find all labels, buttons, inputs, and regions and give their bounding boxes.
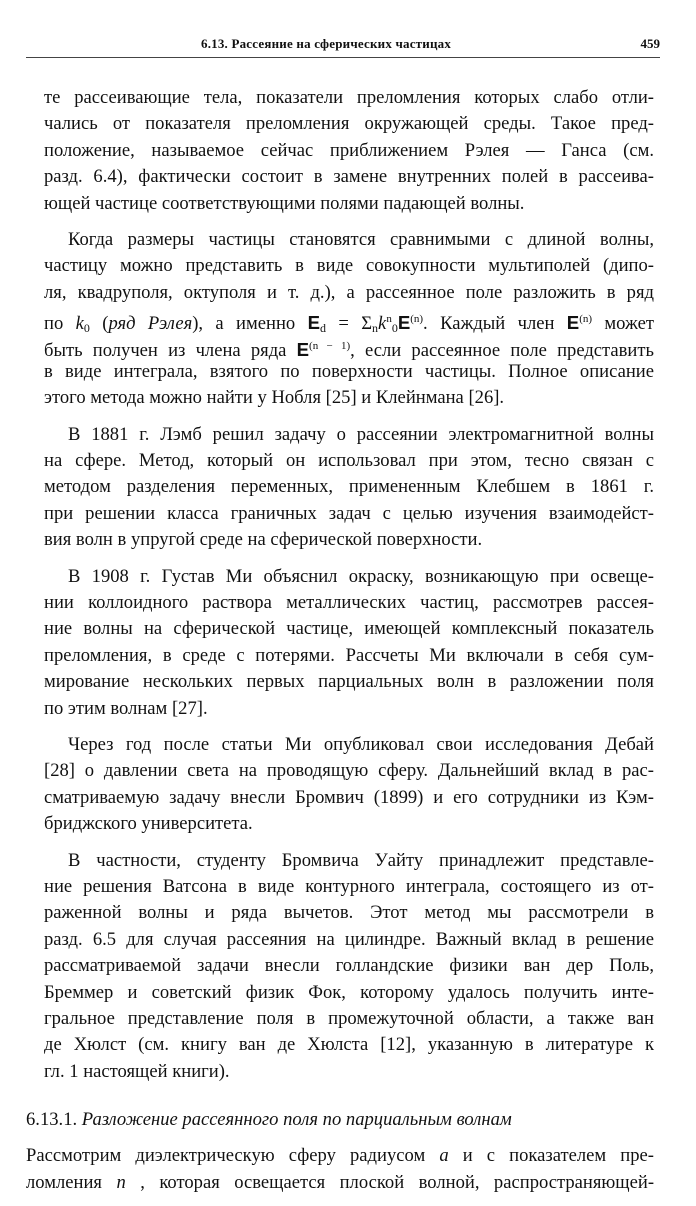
math-subscript: 0 [83, 321, 90, 336]
text-line: гральное представление поля в промежуточной области, а также ван [44, 1007, 654, 1029]
text-line: те рассеивающие тела, показатели преломления которых слабо отли- [44, 87, 654, 108]
math-vector-E: E [307, 312, 320, 334]
page-body [26, 85, 655, 1206]
text-line: ющей частице соответствующими полями падающей волны. [44, 192, 525, 214]
paragraph-2 [44, 227, 654, 412]
math-var-a: a [439, 1145, 449, 1167]
text-line: гл. 1 настоящей книги). [44, 1060, 230, 1082]
math-superscript: (n) [579, 313, 593, 326]
section-heading [26, 1107, 654, 1133]
text-line: ля, квадруполя, октуполя и т. д.), а рассеянное поле разложить в ряд [44, 281, 654, 303]
formula-line [44, 333, 654, 359]
text-fragment: быть получен из члена ряда [44, 339, 297, 361]
math-subscript: n [372, 321, 379, 336]
text-line: вия волн в упругой среде на сферической поверхности. [44, 529, 483, 551]
text-line: преломления, в среде с потерями. Рассчеты Ми включали в себя сум- [44, 644, 654, 666]
paragraph-7 [26, 1143, 654, 1196]
text-line: на сфере. Метод, который он использовал при этом, тесно связан с [44, 450, 654, 472]
text-line: В 1881 г. Лэмб решил задачу о рассеянии электромагнитной волны [68, 423, 654, 445]
text-line: [28] о давлении света на проводящую сферу. Дальнейший вклад в рас- [44, 760, 654, 782]
formula-line [26, 1143, 654, 1169]
text-fragment: и с показателем пре- [448, 1145, 654, 1167]
math-superscript: (n − 1) [309, 339, 351, 352]
italic-term: ряд Рэлея [108, 313, 193, 335]
text-line: В частности, студенту Бромвича Уайту принадлежит представле- [68, 849, 654, 871]
paragraph-1 [44, 85, 654, 217]
text-fragment: , которая освещается плоской волной, распространяющей- [125, 1171, 655, 1193]
paragraph-4 [44, 564, 654, 722]
running-title: 6.13. Рассеяние на сферических частицах [201, 36, 452, 51]
text-line: Когда размеры частицы становятся сравнимыми с длиной волны, [68, 228, 654, 250]
page-number: 459 [640, 36, 660, 51]
math-vector-E: E [566, 312, 580, 334]
text-line: этого метода можно найти у Нобля [25] и Клейнмана [26]. [44, 387, 505, 409]
math-subscript: d [320, 321, 326, 336]
text-line: разд. 6.5 для случая рассеяния на цилиндре. Важный вклад в решение [44, 928, 654, 950]
text-line: по этим волнам [27]. [44, 697, 208, 719]
text-fragment: . Каждый член [423, 313, 567, 335]
math-var-k: k [75, 313, 84, 335]
text-line: методом разделения переменных, примененным Клебшем в 1861 г. [44, 476, 654, 498]
text-line: разд. 6.4), фактически состоит в замене внутренних полей в рассеива- [44, 166, 654, 188]
paragraph-5 [44, 732, 654, 838]
math-superscript: (n) [410, 313, 424, 326]
text-fragment: ломления [26, 1171, 117, 1193]
text-line: положение, называемое сейчас приближением Рэлея — Ганса (см. [44, 139, 654, 161]
text-fragment: ), а именно [192, 313, 308, 335]
math-var-n: n [116, 1171, 126, 1193]
text-fragment: может [592, 313, 654, 335]
formula-line [26, 1170, 654, 1196]
text-line: раженной волны и ряда вычетов. Этот метод мы рассмотрели в [44, 902, 654, 924]
text-line: Бреммер и советский физик Фок, которому удалось получить инте- [44, 981, 654, 1003]
section-title: Разложение рассеянного поля по парциальным волнам [81, 1109, 512, 1131]
text-line: при решении класса граничных задач с целью изучения взаимодейст- [44, 502, 654, 524]
text-line: де Хюлст (см. книгу ван де Хюлста [12], указанную в литературе к [44, 1034, 654, 1056]
text-line: ние волны на сферической частице, имеющей комплексный показатель [44, 618, 654, 640]
text-line: бриджского университета. [44, 813, 253, 835]
text-line: В 1908 г. Густав Ми объяснил окраску, возникающую при освеще- [68, 565, 654, 587]
text-fragment: Рассмотрим диэлектрическую сферу радиусом [26, 1145, 440, 1167]
text-fragment: ( [89, 313, 109, 335]
paragraph-3 [44, 422, 654, 554]
text-line: мирование нескольких первых парциальных волн в разложении поля [44, 671, 654, 693]
formula-line [44, 306, 654, 336]
paragraph-6 [44, 848, 654, 1086]
text-fragment: , если рассеянное поле представить [350, 339, 654, 361]
text-line: чались от показателя преломления окружающей среды. Такое пред- [44, 113, 654, 135]
text-line: рассматриваемой задачи внесли голландские физики ван дер Поль, [44, 955, 654, 977]
running-header [26, 36, 660, 54]
text-line: в виде интеграла, взятого по поверхности частицы. Полное описание [44, 360, 654, 382]
math-operator: = Σ [326, 313, 373, 335]
header-rule [26, 57, 660, 58]
text-line: сматриваемую задачу внесли Бромвич (1899) и его сотрудники из Кэм- [44, 786, 654, 808]
text-line: Через год после статьи Ми опубликовал свои исследования Дебай [68, 733, 654, 755]
math-subscript: 0 [391, 321, 398, 336]
text-line: частицу можно представить в виде совокупности мультиполей (дипо- [44, 255, 654, 277]
text-line: нии коллоидного раствора металлических частиц, рассмотрев рассея- [44, 592, 654, 614]
math-vector-E: E [296, 338, 310, 360]
math-var-k: k [378, 313, 387, 335]
math-vector-E: E [397, 312, 411, 334]
math-superscript: n [386, 313, 392, 326]
section-number: 6.13.1. [26, 1109, 78, 1131]
text-line: ние решения Ватсона в виде контурного интеграла, состоящего из от- [44, 875, 654, 897]
text-fragment: по [44, 313, 76, 335]
